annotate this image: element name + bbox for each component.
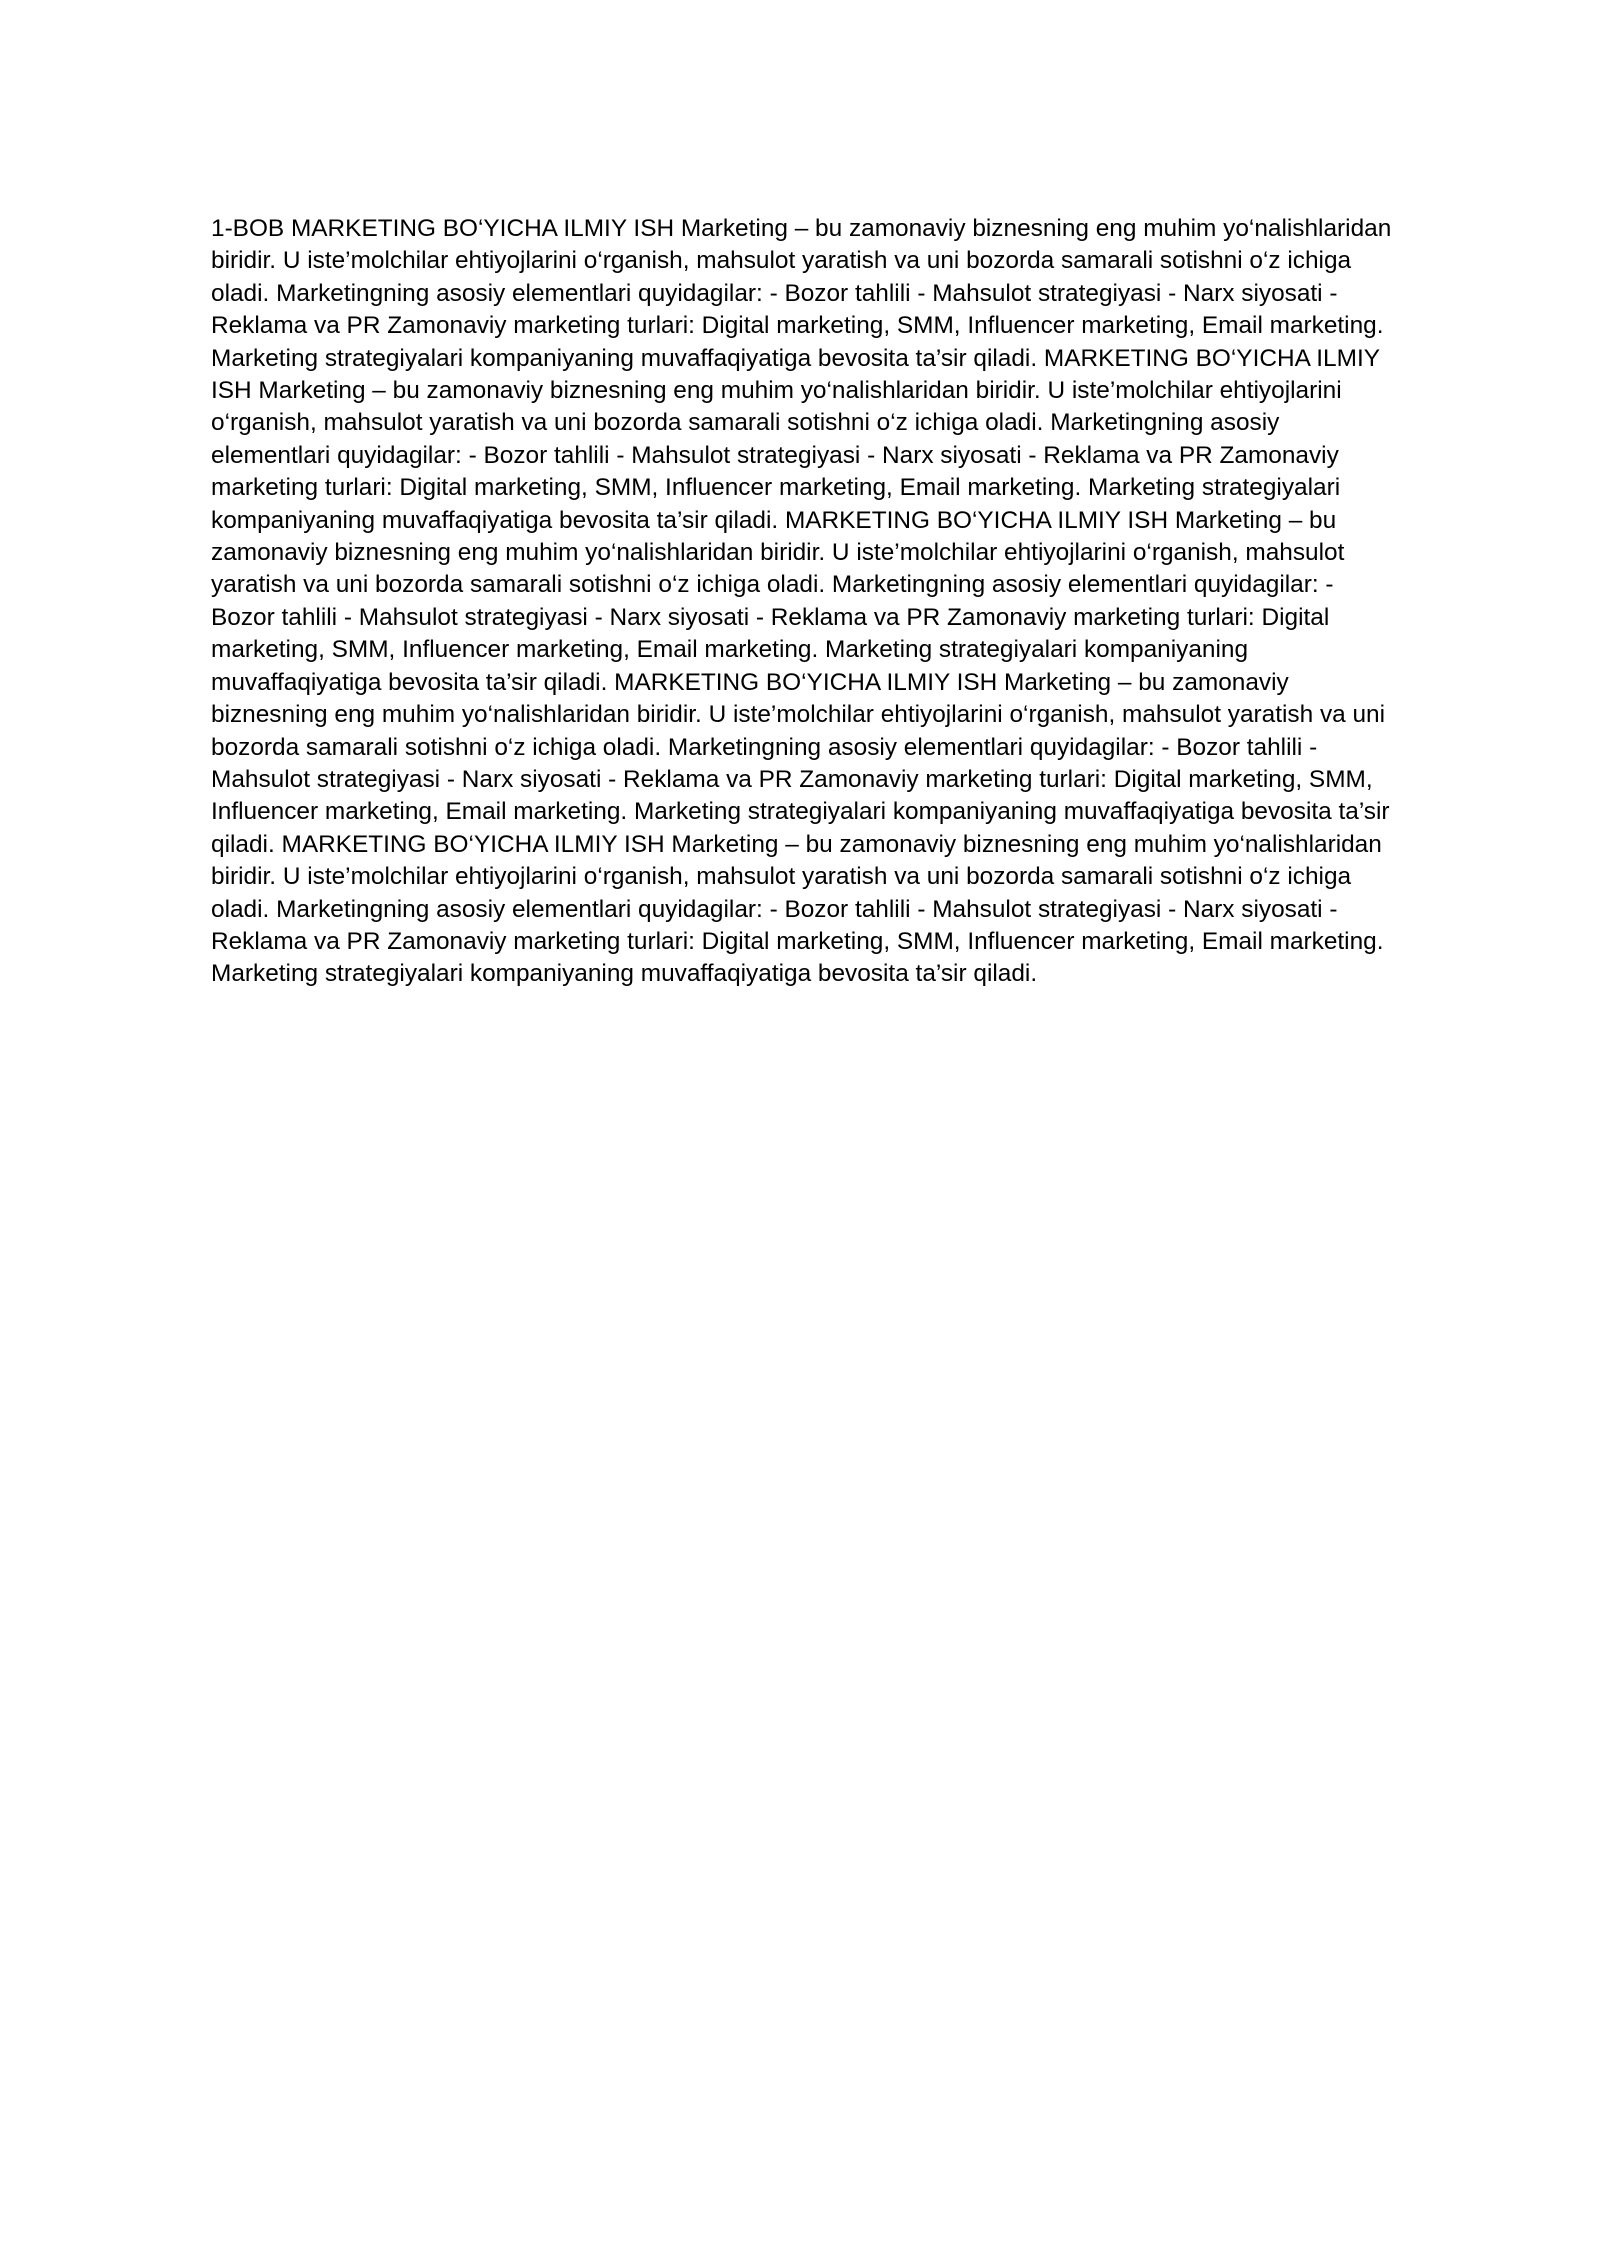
body-paragraph: 1-BOB MARKETING BO‘YICHA ILMIY ISH Marketing – bu zamonaviy biznesning eng muhim yo‘nalishlaridan biridir. U iste’molchilar ehtiyojlarini o‘rganish, mahsulot yaratish va uni bozorda samarali sotishni o‘z ichiga oladi. Marketingning asosiy elementlari quyidagilar: - Bozor tahlili - Mahsulot strategiyasi - Narx siyosati - Reklama va PR Zamonaviy marketing turlari: Digital marketing, SMM, Influencer marketing, Email marketing. Marketing strategiyalari kompaniyaning muvaffaqiyatiga bevosita ta’sir qiladi. MARKETING BO‘YICHA ILMIY ISH Marketing – bu zamonaviy biznesning eng muhim yo‘nalishlaridan biridir. U iste’molchilar ehtiyojlarini o‘rganish, mahsulot yaratish va uni bozorda samarali sotishni o‘z ichiga oladi. Marketingning asosiy elementlari quyidagilar: - Bozor tahlili - Mahsulot strategiyasi - Narx siyosati - Reklama va PR Zamonaviy marketing turlari: Digital marketing, SMM, Influencer marketing, Email marketing. Marketing strategiyalari kompaniyaning muvaffaqiyatiga bevosita ta’sir qiladi. MARKETING BO‘YICHA ILMIY ISH Marketing – bu zamonaviy biznesning eng muhim yo‘nalishlaridan biridir. U iste’molchilar ehtiyojlarini o‘rganish, mahsulot yaratish va uni bozorda samarali sotishni o‘z ichiga oladi. Marketingning asosiy elementlari quyidagilar: - Bozor tahlili - Mahsulot strategiyasi - Narx siyosati - Reklama va PR Zamonaviy marketing turlari: Digital marketing, SMM, Influencer marketing, Email marketing. Marketing strategiyalari kompaniyaning muvaffaqiyatiga bevosita ta’sir qiladi. MARKETING BO‘YICHA ILMIY ISH Marketing – bu zamonaviy biznesning eng muhim yo‘nalishlaridan biridir. U iste’molchilar ehtiyojlarini o‘rganish, mahsulot yaratish va uni bozorda samarali sotishni o‘z ichiga oladi. Marketingning asosiy elementlari quyidagilar: - Bozor tahlili - Mahsulot strategiyasi - Narx siyosati - Reklama va PR Zamonaviy marketing turlari: Digital marketing, SMM, Influencer marketing, Email marketing. Marketing strategiyalari kompaniyaning muvaffaqiyatiga bevosita ta’sir qiladi. MARKETING BO‘YICHA ILMIY ISH Marketing – bu zamonaviy biznesning eng muhim yo‘nalishlaridan biridir. U iste’molchilar ehtiyojlarini o‘rganish, mahsulot yaratish va uni bozorda samarali sotishni o‘z ichiga oladi. Marketingning asosiy elementlari quyidagilar: - Bozor tahlili - Mahsulot strategiyasi - Narx siyosati - Reklama va PR Zamonaviy marketing turlari: Digital marketing, SMM, Influencer marketing, Email marketing. Marketing strategiyalari kompaniyaning muvaffaqiyatiga bevosita ta’sir qiladi. (211, 215, 1392, 988)
